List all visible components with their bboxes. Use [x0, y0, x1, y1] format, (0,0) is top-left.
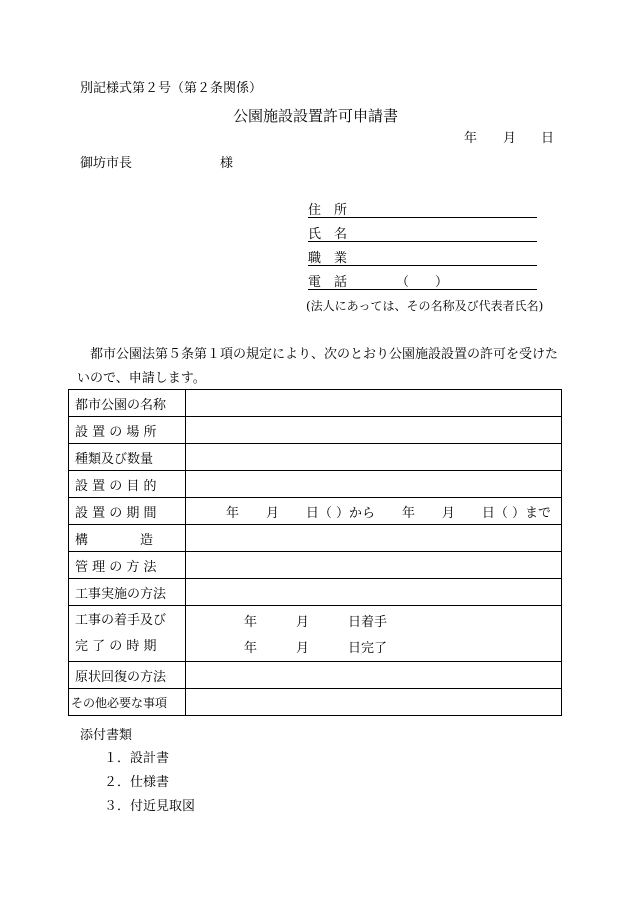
- table-row: [69, 689, 562, 716]
- application-table: [68, 389, 562, 716]
- schedule-end-month: 月: [296, 641, 310, 656]
- paragraph-line-2: いので、申請します。: [77, 371, 206, 386]
- table-row: [69, 552, 562, 579]
- type-quantity-cell[interactable]: [186, 444, 562, 471]
- period-start-month: 月: [265, 505, 279, 521]
- table-row: [69, 417, 562, 444]
- date-month: 月: [503, 131, 517, 146]
- attachment-item: ３．付近見取図: [104, 799, 196, 814]
- address-field[interactable]: [308, 217, 537, 218]
- table-row: [69, 606, 562, 662]
- schedule-label: [69, 606, 186, 662]
- table-row: [69, 498, 562, 525]
- row-label: 種類及び数量: [69, 444, 186, 471]
- period-cell[interactable]: [186, 498, 562, 525]
- schedule-end-suffix: 日完了: [348, 641, 388, 656]
- row-label: 都市公園の名称: [69, 390, 186, 417]
- row-label: 構 造: [69, 525, 186, 552]
- schedule-start-year: 年: [244, 615, 258, 630]
- row-label: 管 理 の 方 法: [69, 552, 186, 579]
- honorific: 様: [220, 156, 234, 171]
- corporate-note: (法人にあっては、その名称及び代表者氏名): [306, 299, 544, 313]
- construction-method-cell[interactable]: [186, 579, 562, 606]
- table-row: [69, 444, 562, 471]
- purpose-cell[interactable]: [186, 471, 562, 498]
- attachment-item: ２．仕様書: [104, 775, 170, 790]
- date-year: 年: [464, 131, 478, 146]
- attachments-heading: 添付書類: [80, 728, 133, 743]
- period-end-month: 月: [441, 505, 455, 521]
- date-day: 日: [541, 131, 555, 146]
- management-cell[interactable]: [186, 552, 562, 579]
- address-label: 住 所: [308, 203, 348, 218]
- name-label: 氏 名: [308, 227, 348, 242]
- paragraph-line-1: 都市公園法第５条第１項の規定により、次のとおり公園施設設置の許可を受けた: [90, 347, 559, 362]
- location-cell[interactable]: [186, 417, 562, 444]
- schedule-cell[interactable]: [186, 606, 562, 662]
- park-name-cell[interactable]: [186, 390, 562, 417]
- row-label: 原状回復の方法: [69, 662, 186, 689]
- row-label: 設 置 の 期 間: [69, 498, 186, 525]
- addressee: 御坊市長: [80, 156, 133, 171]
- period-end-year: 年: [401, 505, 415, 521]
- name-field[interactable]: [308, 241, 537, 242]
- occupation-field[interactable]: [308, 265, 537, 266]
- table-row: [69, 662, 562, 689]
- schedule-start-month: 月: [296, 615, 310, 630]
- period-end-day: 日（ ）まで: [481, 505, 551, 521]
- row-label: その他必要な事項: [69, 689, 186, 716]
- table-row: [69, 525, 562, 552]
- phone-field[interactable]: [308, 289, 537, 290]
- period-start-year: 年: [226, 505, 240, 521]
- attachment-item: １．設計書: [104, 751, 170, 766]
- table-row: [69, 390, 562, 417]
- table-row: [69, 579, 562, 606]
- phone-label: 電 話: [308, 275, 348, 290]
- schedule-start-suffix: 日着手: [348, 615, 388, 630]
- occupation-label: 職 業: [308, 251, 348, 266]
- schedule-label-line-2: 完 了 の 時 期: [75, 638, 157, 654]
- page-title: 公園施設設置許可申請書: [233, 107, 399, 125]
- restoration-cell[interactable]: [186, 662, 562, 689]
- phone-paren: （ ）: [396, 275, 449, 290]
- other-matters-cell[interactable]: [186, 689, 562, 716]
- row-label: 工事実施の方法: [69, 579, 186, 606]
- schedule-label-line-1: 工事の着手及び: [75, 612, 167, 628]
- table-row: [69, 471, 562, 498]
- form-number: 別記様式第２号（第２条関係）: [80, 81, 263, 96]
- row-label: 設 置 の 場 所: [69, 417, 186, 444]
- row-label: 設 置 の 目 的: [69, 471, 186, 498]
- period-start-day: 日（ ）から: [305, 505, 376, 521]
- structure-cell[interactable]: [186, 525, 562, 552]
- schedule-end-year: 年: [244, 641, 258, 656]
